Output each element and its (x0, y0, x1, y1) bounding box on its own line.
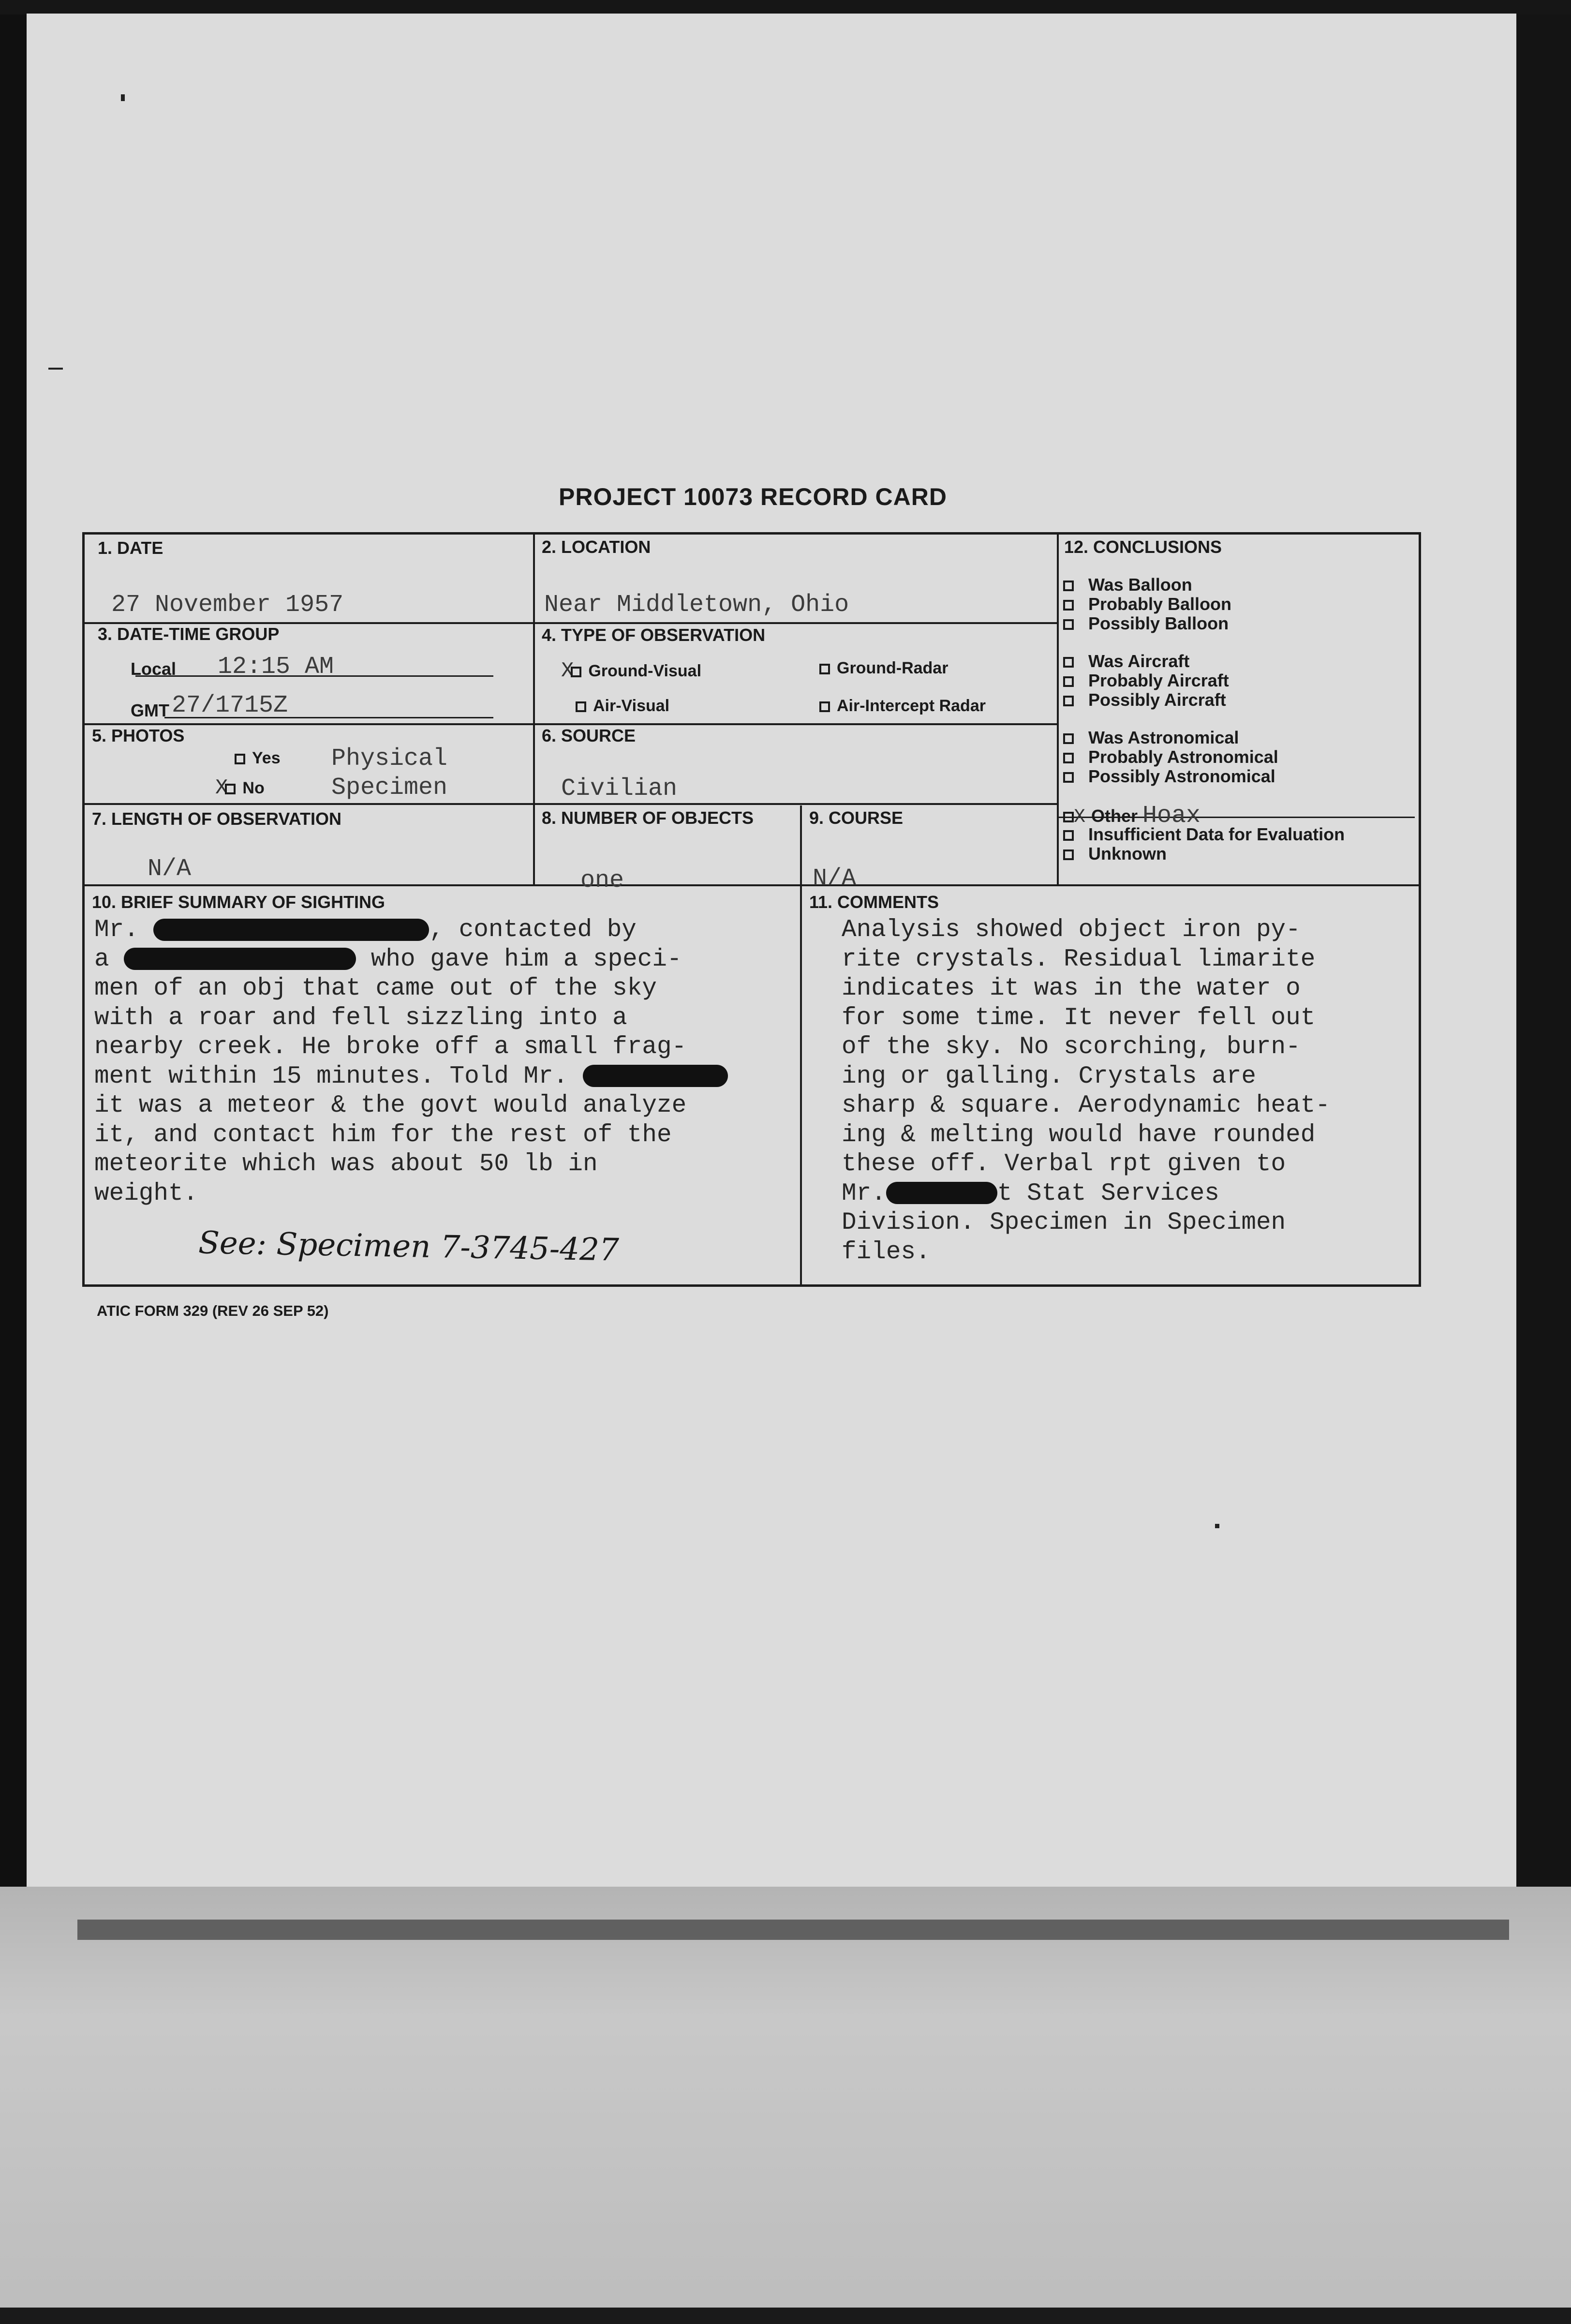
option-label: No (242, 779, 265, 797)
checkbox-icon (1063, 830, 1074, 841)
card-border-bottom (82, 1284, 1421, 1287)
dust-speck (121, 94, 125, 101)
checkbox-icon (225, 784, 236, 794)
summary-text-fragment: who gave him a speci- (371, 945, 682, 973)
divider-col-2 (800, 805, 802, 1284)
conclusion-was-balloon (1063, 575, 1192, 595)
checkbox-icon (1063, 600, 1074, 611)
backing-sheet (0, 1887, 1571, 2324)
conclusion-unknown (1063, 844, 1167, 864)
location-value: Near Middletown, Ohio (544, 591, 849, 619)
summary-label: 10. BRIEF SUMMARY OF SIGHTING (92, 892, 385, 912)
date-value: 27 November 1957 (111, 591, 344, 619)
checkbox-icon (1063, 753, 1074, 763)
checkbox-icon (571, 667, 581, 677)
card-border-right (1419, 532, 1421, 1287)
film-border-top (0, 0, 1571, 15)
comments-line: Analysis showed object iron py- (842, 916, 1301, 944)
checked-mark: X (215, 776, 228, 800)
redaction-mark (886, 1182, 997, 1204)
redaction-mark (583, 1065, 728, 1087)
conclusion-label: Probably Balloon (1088, 594, 1232, 614)
observation-option-ground-visual (561, 659, 701, 683)
summary-text-fragment: a (94, 945, 109, 973)
comments-line: sharp & square. Aerodynamic heat- (842, 1092, 1330, 1119)
checkbox-icon (1063, 696, 1074, 706)
source-value: Civilian (561, 775, 678, 803)
comments-line: rite crystals. Residual limarite (842, 945, 1316, 973)
option-label: Yes (252, 749, 281, 767)
photos-yes-option (235, 749, 281, 768)
checkbox-icon (1063, 657, 1074, 668)
conclusion-probably-balloon (1063, 594, 1231, 614)
comments-line (842, 1179, 1330, 1209)
checkbox-icon (1063, 849, 1074, 860)
checked-mark: X (1074, 806, 1086, 828)
checkbox-icon (235, 754, 245, 764)
divider-col-3 (1057, 532, 1059, 884)
comments-line: ing or galling. Crystals are (842, 1062, 1256, 1090)
sheet-edge-shadow (77, 1920, 1509, 1940)
observation-option-air-visual (576, 697, 669, 715)
divider-row-4 (82, 884, 1421, 886)
card-border-top (82, 532, 1421, 535)
option-label: Air-Intercept Radar (837, 697, 986, 715)
checkbox-icon (819, 701, 830, 712)
summary-text-fragment: ment within 15 minutes. Told Mr. (94, 1062, 568, 1090)
option-label: Ground-Radar (837, 659, 949, 677)
summary-line: with a roar and fell sizzling into a (94, 1004, 627, 1032)
divider-row-2 (82, 723, 1058, 725)
redaction-mark (153, 919, 429, 941)
card-border-left (82, 532, 85, 1287)
comments-line: for some time. It never fell out (842, 1004, 1316, 1032)
conclusions-label: 12. CONCLUSIONS (1064, 537, 1222, 557)
observation-option-ground-radar (819, 659, 948, 678)
checkbox-icon (1063, 772, 1074, 783)
checked-mark: X (561, 659, 574, 683)
checkbox-icon (1063, 733, 1074, 744)
datetime-label: 3. DATE-TIME GROUP (98, 624, 280, 644)
objects-value: one (580, 867, 624, 894)
photos-no-option (215, 776, 265, 800)
handwritten-specimen-note: See: Specimen 7-3745-427 (198, 1225, 620, 1268)
checkbox-icon (1063, 676, 1074, 687)
summary-text-fragment: Mr. (94, 916, 139, 944)
comments-line: these off. Verbal rpt given to (842, 1150, 1286, 1178)
option-label: Ground-Visual (588, 662, 702, 680)
summary-text (94, 916, 728, 1208)
local-time-value: 12:15 AM (218, 653, 334, 681)
conclusion-insufficient-data (1063, 824, 1345, 845)
summary-text-fragment: , contacted by (429, 916, 637, 944)
comments-line: files. (842, 1238, 931, 1266)
conclusion-probably-aircraft (1063, 670, 1229, 691)
course-label: 9. COURSE (809, 808, 904, 828)
date-label: 1. DATE (98, 538, 163, 558)
form-identifier: ATIC FORM 329 (REV 26 SEP 52) (97, 1302, 329, 1319)
checkbox-icon (1063, 619, 1074, 630)
gmt-time-value: 27/1715Z (172, 692, 288, 719)
conclusion-possibly-balloon (1063, 613, 1229, 634)
summary-line (94, 1062, 728, 1092)
observation-option-air-intercept-radar (819, 697, 986, 715)
divider-row-3 (82, 803, 1058, 805)
conclusion-label: Possibly Balloon (1088, 613, 1229, 633)
card-title: PROJECT 10073 RECORD CARD (559, 483, 947, 510)
photos-note-line2: Specimen (331, 774, 448, 802)
conclusion-was-aircraft (1063, 651, 1189, 671)
comments-line: of the sky. No scorching, burn- (842, 1033, 1301, 1061)
course-value: N/A (813, 865, 857, 893)
length-label: 7. LENGTH OF OBSERVATION (92, 809, 342, 829)
checkbox-icon (819, 664, 830, 674)
conclusion-label: Was Astronomical (1088, 728, 1239, 747)
conclusion-label: Other (1091, 806, 1138, 826)
conclusion-label: Possibly Aircraft (1088, 690, 1226, 710)
comments-line: Division. Specimen in Specimen (842, 1209, 1286, 1236)
divider-col-1 (533, 532, 535, 884)
comments-line: ing & melting would have rounded (842, 1121, 1316, 1149)
conclusion-label: Possibly Astronomical (1088, 766, 1275, 786)
conclusion-label: Insufficient Data for Evaluation (1088, 824, 1345, 844)
conclusion-label: Unknown (1088, 844, 1167, 864)
conclusion-label: Was Balloon (1088, 575, 1192, 595)
conclusion-possibly-aircraft (1063, 690, 1226, 710)
comments-text-fragment: Mr. (842, 1179, 886, 1207)
dust-speck (1215, 1524, 1219, 1528)
photos-label: 5. PHOTOS (92, 726, 185, 745)
film-border-bottom (0, 2308, 1571, 2324)
option-label: Air-Visual (593, 697, 670, 715)
checkbox-icon (1063, 812, 1074, 822)
observation-type-label: 4. TYPE OF OBSERVATION (542, 625, 766, 645)
conclusion-label: Was Aircraft (1088, 651, 1190, 671)
comments-line: indicates it was in the water o (842, 975, 1301, 1002)
summary-line: it was a meteor & the govt would analyze (94, 1092, 687, 1119)
summary-line: men of an obj that came out of the sky (94, 975, 657, 1002)
comments-text (842, 916, 1330, 1267)
source-label: 6. SOURCE (542, 726, 636, 745)
comments-label: 11. COMMENTS (809, 892, 939, 912)
summary-line (94, 945, 728, 975)
conclusion-possibly-astronomical (1063, 766, 1275, 787)
conclusion-probably-astronomical (1063, 747, 1278, 767)
comments-text-fragment: t Stat Services (997, 1179, 1219, 1207)
other-value: Hoax (1142, 802, 1201, 830)
length-value: N/A (148, 855, 192, 883)
film-border-right (1516, 15, 1571, 1916)
gmt-label: GMT (131, 700, 169, 720)
checkbox-icon (576, 701, 586, 712)
conclusion-was-astronomical (1063, 728, 1239, 748)
photos-note-line1: Physical (331, 745, 448, 773)
checkbox-icon (1063, 581, 1074, 591)
conclusion-label: Probably Aircraft (1088, 670, 1229, 690)
summary-line: it, and contact him for the rest of the (94, 1121, 672, 1149)
objects-label: 8. NUMBER OF OBJECTS (542, 808, 754, 828)
location-label: 2. LOCATION (542, 537, 651, 557)
local-label: Local (131, 659, 177, 679)
redaction-mark (124, 948, 356, 970)
summary-line: weight. (94, 1179, 198, 1207)
summary-line: nearby creek. He broke off a small frag- (94, 1033, 687, 1061)
dust-speck (48, 368, 63, 370)
conclusion-label: Probably Astronomical (1088, 747, 1278, 767)
record-card (82, 532, 1421, 1287)
summary-line: meteorite which was about 50 lb in (94, 1150, 598, 1178)
summary-line (94, 916, 728, 945)
